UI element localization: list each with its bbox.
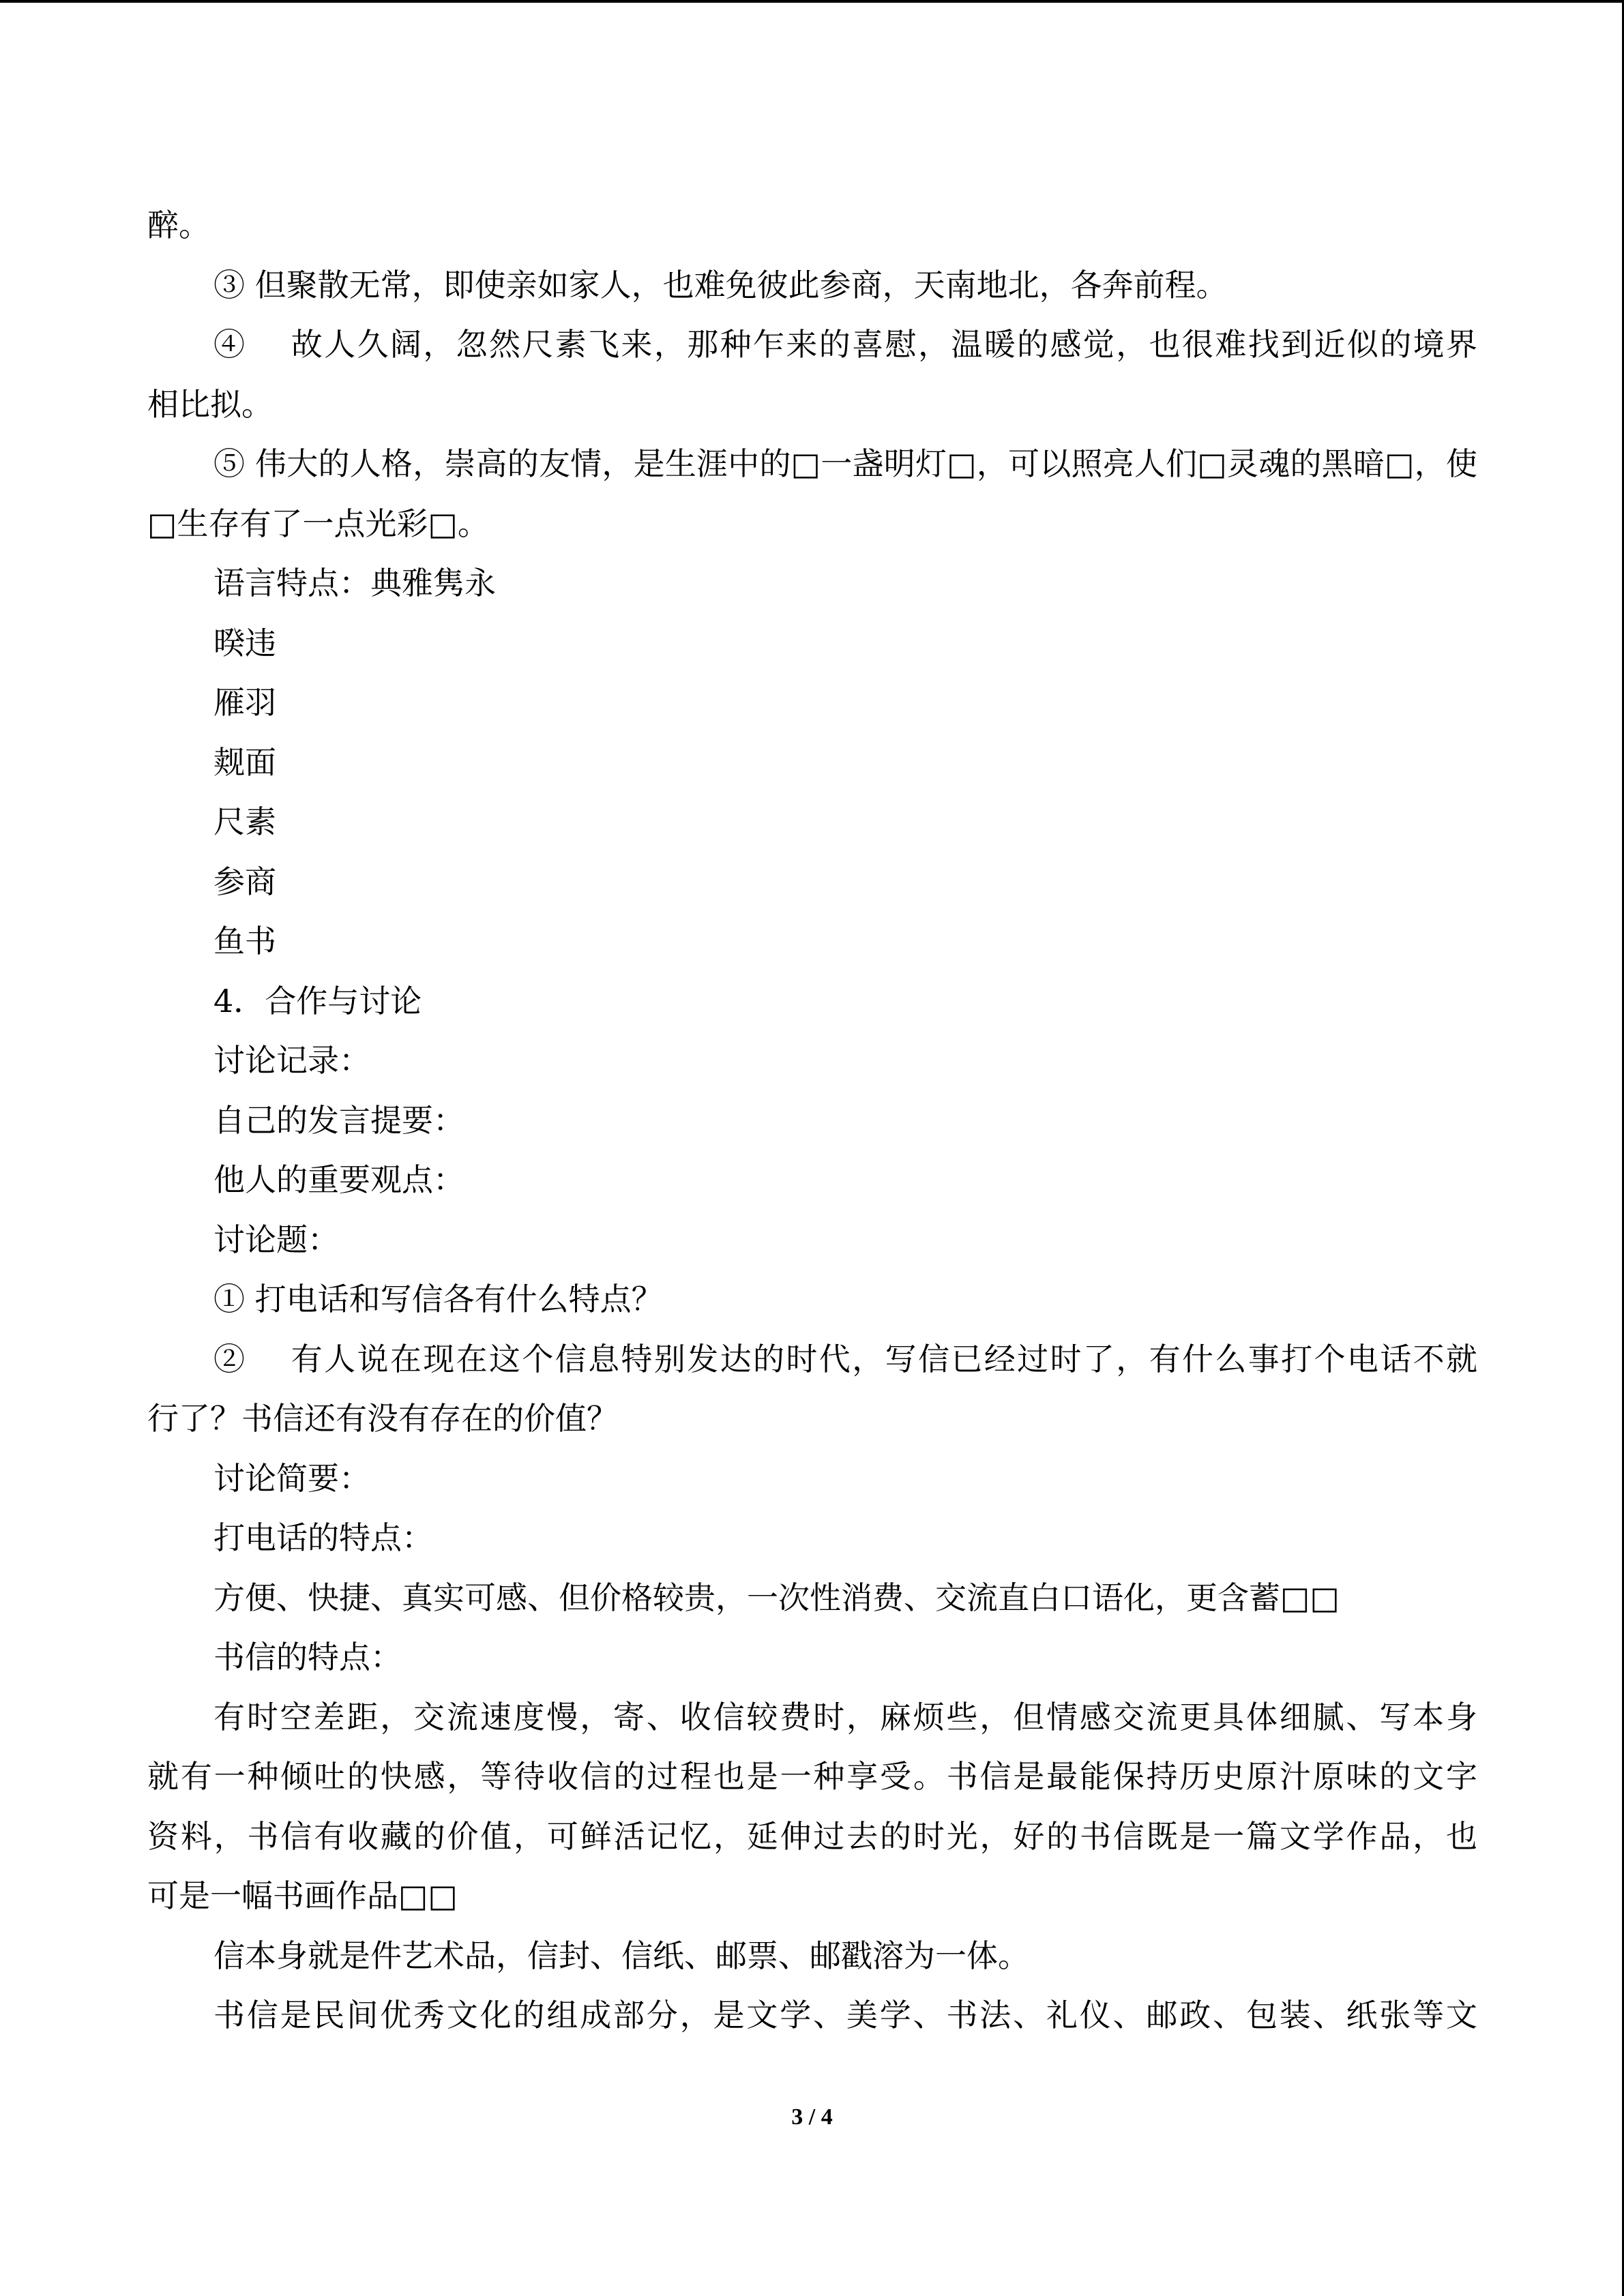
text-line: ② 有人说在现在这个信息特别发达的时代，写信已经过时了，有什么事打个电话不就 — [213, 1341, 1477, 1377]
text-line: □生存有了一点光彩□。 — [147, 505, 489, 542]
text-line: 资料，书信有收藏的价值，可鲜活记忆，延伸过去的时光，好的书信既是一篇文学作品，也 — [147, 1818, 1477, 1855]
text-line: 相比拟。 — [147, 386, 273, 423]
text-line: 书信是民间优秀文化的组成部分，是文学、美学、书法、礼仪、邮政、包装、纸张等文 — [213, 1997, 1477, 2033]
vocab-item: 鱼书 — [213, 923, 276, 959]
text-line: 醉。 — [147, 207, 210, 243]
text-line: ④ 故人久阔，忽然尺素飞来，那种乍来的喜慰，温暖的感觉，也很难找到近似的境界 — [213, 326, 1477, 363]
text-line: 书信的特点： — [213, 1639, 402, 1675]
text-line: 有时空差距，交流速度慢，寄、收信较费时，麻烦些，但情感交流更具体细腻、写本身 — [213, 1699, 1477, 1735]
vocab-item: 暌违 — [213, 625, 276, 661]
text-line: 自己的发言提要： — [213, 1102, 464, 1139]
vocab-item: 参商 — [213, 863, 276, 900]
text-line: 讨论题： — [213, 1221, 339, 1258]
text-line: 语言特点：典雅隽永 — [213, 565, 496, 601]
text-line: 行了？书信还有没有存在的价值？ — [147, 1400, 618, 1437]
text-line: 讨论记录： — [213, 1042, 370, 1079]
section-heading: 4．合作与讨论 — [213, 983, 422, 1019]
top-border — [0, 0, 1624, 3]
text-line: ③ 但聚散无常，即使亲如家人，也难免彼此参商，天南地北，各奔前程。 — [213, 267, 1228, 303]
vocab-item: 尺素 — [213, 803, 276, 840]
text-line: 他人的重要观点： — [213, 1161, 464, 1198]
text-line: 方便、快捷、真实可感、但价格较贵，一次性消费、交流直白口语化，更含蓄□□ — [213, 1579, 1340, 1616]
text-line: ⑤ 伟大的人格，崇高的友情，是生涯中的□一盏明灯□，可以照亮人们□灵魂的黑暗□，使 — [213, 445, 1477, 482]
text-line: 就有一种倾吐的快感，等待收信的过程也是一种享受。书信是最能保持历史原汁原味的文字 — [147, 1758, 1477, 1795]
text-line: 讨论简要： — [213, 1460, 370, 1497]
vocab-item: 雁羽 — [213, 684, 276, 721]
text-line: 信本身就是件艺术品，信封、信纸、邮票、邮戳溶为一体。 — [213, 1937, 1029, 1974]
vocab-item: 觌面 — [213, 744, 276, 781]
page-number: 3 / 4 — [791, 2104, 833, 2130]
text-line: ① 打电话和写信各有什么特点？ — [213, 1281, 663, 1317]
text-line: 打电话的特点： — [213, 1519, 433, 1556]
text-line: 可是一幅书画作品□□ — [147, 1877, 458, 1914]
